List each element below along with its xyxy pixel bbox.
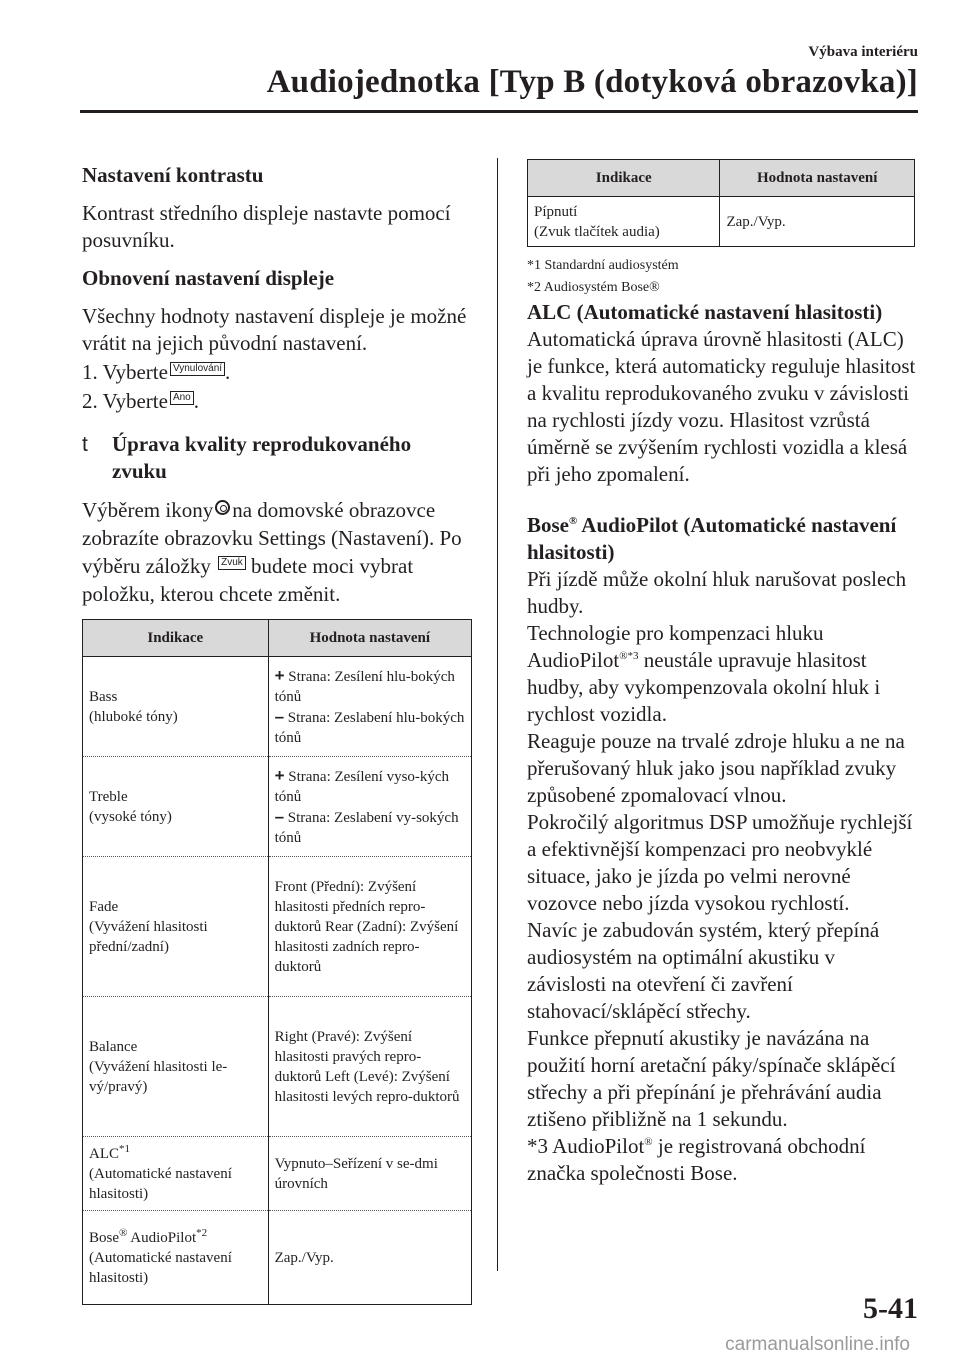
row-value: Front (Přední): Zvýšení hlasitosti předních repro-duktorů Rear (Zadní): Zvýšení hlasitosti zadních repro-duktorů [268, 857, 471, 997]
page-number: 5-41 [863, 1292, 918, 1325]
row-label-desc: (vysoké tóny) [89, 808, 172, 825]
column-header-indication: Indikace [528, 160, 720, 197]
sound-intro [82, 496, 472, 608]
row-label-desc: (Zvuk tlačítek audia) [534, 223, 660, 240]
row-value: Right (Pravé): Zvýšení hlasitosti pravých repro-duktorů Left (Levé): Zvýšení hlasitosti levých repro-duktorů [268, 997, 471, 1137]
registered-mark: ® [569, 515, 578, 527]
step-2-text: 2. Vyberte [82, 389, 168, 413]
table-row [83, 997, 472, 1137]
registered-footnote-mark: ®*3 [619, 650, 639, 662]
yes-button[interactable]: Ano [170, 391, 194, 405]
step-1-text: 1. Vyberte [82, 360, 168, 384]
row-label-desc: (Vyvážení hlasitosti le-vý/pravý) [89, 1058, 228, 1095]
intro-part-b: na domovské obrazovce zobrazíte obrazovku Settings (Nastavení). Po výběru záložky [82, 498, 462, 578]
intro-part-a: Výběrem ikony [82, 498, 214, 522]
row-label-name [89, 1228, 262, 1248]
row-label [83, 857, 269, 997]
footnote-ref: *2 [196, 1226, 208, 1239]
intro-part-c: budete moci vybrat položku, kterou chcete změnit. [82, 554, 414, 606]
plus-line [275, 666, 465, 707]
sound-heading-line-1: Úprava kvality reprodukovaného [112, 432, 412, 456]
minus-line [275, 707, 465, 748]
minus-line [275, 807, 465, 848]
audiopilot-name: AudioPilot [127, 1229, 197, 1246]
table-row [83, 857, 472, 997]
alc-text: Automatická úprava úrovně hlasitosti (ALC) je funkce, která automaticky reguluje hlasitost a kvalitu reprodukovaného zvuku v závislosti na rychlosti jízdy vozu. Hlasitost vzrůstá úměrně se zvýšením rychlosti vozidla a klesá při jeho zpomalení. [527, 327, 916, 486]
table-row [83, 1137, 472, 1211]
row-label [83, 757, 269, 857]
row-label-desc: (Automatické nastavení hlasitosti) [89, 1249, 232, 1286]
bose-text-6: Funkce přepnutí akustiky je navázána na použití horní aretační páky/spínače sklápěcí střechy a při přepínání je přehrávání audia ztišeno přibližně na 1 sekundu. [527, 1026, 896, 1131]
footnote-ref: *1 [119, 1142, 130, 1155]
page-title: Audiojednotka [Typ B (dotyková obrazovka)] [266, 64, 918, 100]
minus-text: Strana: Zeslabení vy-sokých tónů [274, 809, 459, 846]
bose-heading-b: AudioPilot (Automatické nastavení hlasitosti) [527, 513, 897, 564]
section-label: Výbava interiéru [808, 44, 918, 60]
sound-tab-button[interactable]: Zvuk [218, 556, 246, 570]
settings-icon[interactable] [215, 500, 230, 515]
row-value [268, 657, 471, 757]
sound-settings-table [82, 619, 472, 1305]
note-a: *3 AudioPilot [527, 1134, 645, 1158]
alc-name: ALC [89, 1145, 119, 1162]
row-value: Vypnuto–Seřízení v se-dmi úrovních [268, 1137, 471, 1211]
row-label-desc: (Vyvážení hlasitosti přední/zadní) [89, 918, 208, 955]
left-column [82, 158, 472, 608]
plus-icon: + [274, 765, 285, 785]
footnote-2: *2 Audiosystém Bose® [527, 280, 660, 295]
bose-text-2 [527, 620, 919, 728]
footnote-1: *1 Standardní audiosystém [527, 258, 679, 273]
row-label-name: Pípnutí [534, 203, 578, 220]
row-label-desc: (Automatické nastavení hlasitosti) [89, 1165, 232, 1202]
beep-table [527, 159, 915, 247]
header-rule [80, 110, 918, 113]
row-label-desc: (hluboké tóny) [89, 708, 178, 725]
plus-line [275, 766, 465, 807]
column-header-value: Hodnota nastavení [268, 620, 471, 657]
row-label-name: Treble [89, 788, 128, 805]
row-label [83, 997, 269, 1137]
bose-name: Bose [89, 1229, 119, 1246]
note-b: je registrovaná obchodní značka společnosti Bose. [527, 1134, 866, 1185]
table-row [528, 197, 915, 247]
bose-heading [527, 512, 919, 566]
row-label-name: Bass [89, 688, 118, 705]
minus-text: Strana: Zeslabení hlu-bokých tónů [274, 709, 465, 746]
row-label [83, 1137, 269, 1211]
step-2: 2. Vyberte Ano . [82, 389, 199, 413]
row-label-name [89, 1144, 262, 1164]
row-value: Zap./Vyp. [720, 197, 915, 247]
section-marker: t [82, 433, 88, 456]
minus-icon: – [274, 706, 285, 726]
plus-text: Strana: Zesílení hlu-bokých tónů [274, 668, 455, 705]
row-value [268, 757, 471, 857]
registered-mark: ® [119, 1226, 128, 1239]
plus-text: Strana: Zesílení vyso-kých tónů [274, 768, 450, 805]
column-header-indication: Indikace [83, 620, 269, 657]
minus-icon: – [274, 806, 285, 826]
table-row [83, 757, 472, 857]
table-header-row [528, 160, 915, 197]
alc-heading: ALC (Automatické nastavení hlasitosti) [527, 300, 883, 324]
right-column [527, 255, 919, 1187]
bose-text-1: Při jízdě může okolní hluk narušovat poslech hudby. [527, 567, 907, 618]
bose-heading-a: Bose [527, 513, 569, 537]
row-value: Zap./Vyp. [268, 1211, 471, 1305]
row-label [83, 1211, 269, 1305]
watermark: carmanualsonline.info [725, 1334, 910, 1355]
plus-icon: + [274, 665, 285, 685]
trademark-note [527, 1133, 919, 1187]
step-1: 1. Vyberte Vynulování . [82, 360, 231, 384]
sound-section-heading [82, 431, 472, 458]
row-label [83, 657, 269, 757]
row-label-name: Fade [89, 898, 119, 915]
contrast-heading: Nastavení kontrastu [82, 163, 264, 187]
contrast-text: Kontrast středního displeje nastavte pomocí posuvníku. [82, 201, 451, 252]
bose-text-5: Navíc je zabudován systém, který přepíná audiosystém na optimální akustiku v závislosti na otevření či zavření stahovací/sklápěcí střechy. [527, 918, 880, 1023]
table-row [83, 657, 472, 757]
bose-text-4: Pokročilý algoritmus DSP umožňuje rychlejší a efektivnější kompenzaci pro neobvyklé situace, jako je jízda po velmi nerovné vozovce nebo jízda vysokou rychlostí. [527, 810, 913, 915]
bose-text-3: Reaguje pouze na trvalé zdroje hluku a ne na přerušovaný hluk jako jsou například zvuky způsobené zpomalovací vlnou. [527, 729, 905, 807]
table-header-row [83, 620, 472, 657]
registered-mark: ® [644, 1136, 653, 1148]
column-header-value: Hodnota nastavení [720, 160, 915, 197]
reset-text: Všechny hodnoty nastavení displeje je možné vrátit na jejich původní nastavení. [82, 304, 467, 355]
table-row [83, 1211, 472, 1305]
bose-text-2b: neustále upravuje hlasitost hudby, aby vykompenzovala okolní hluk i rychlost vozidla. [527, 648, 881, 726]
reset-heading: Obnovení nastavení displeje [82, 266, 335, 290]
sound-heading-line-2: zvuku [112, 459, 167, 483]
bose-text-2a: Technologie pro kompenzaci hluku AudioPilot [527, 621, 824, 672]
reset-button[interactable]: Vynulování [170, 362, 225, 376]
row-label-name: Balance [89, 1038, 138, 1055]
row-label [528, 197, 720, 247]
column-divider [497, 158, 498, 1271]
